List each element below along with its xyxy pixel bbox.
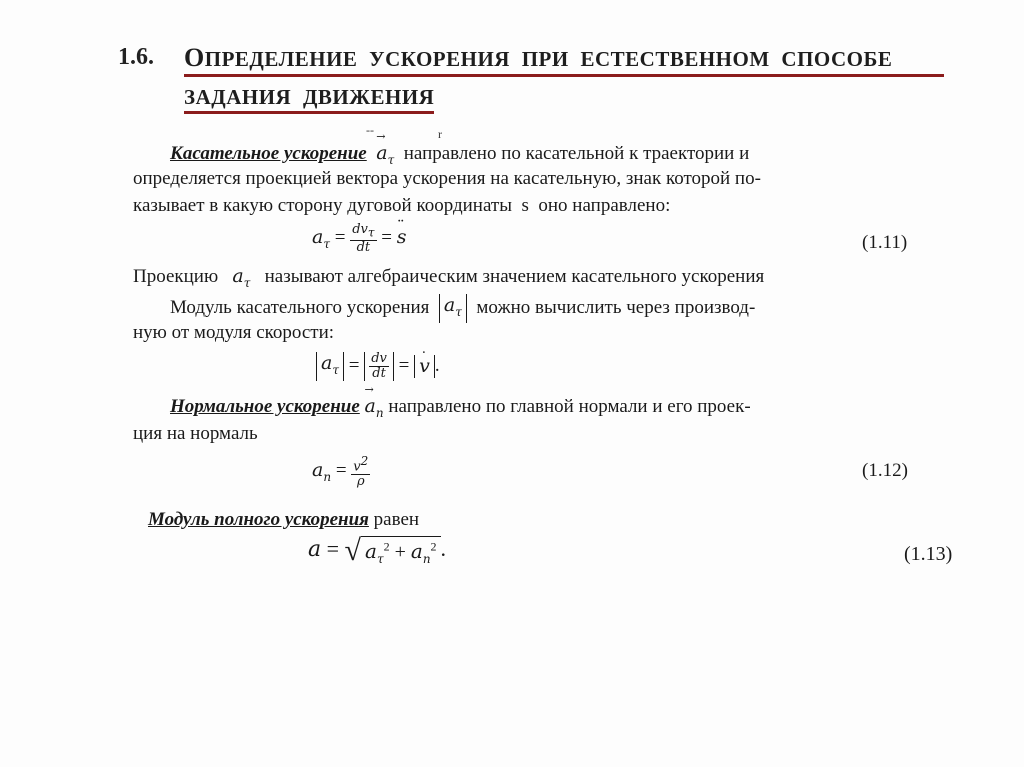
tangential-term: Касательное ускорение: [170, 143, 367, 164]
module-line1: Модуль касательного ускорения $a_\tau$ можно вычислить через производ-: [170, 294, 755, 323]
equation-number-1-13: (1.13): [904, 543, 953, 565]
full-term: Модуль полного ускорения: [148, 509, 369, 530]
equation-1-12: $a_n$ = $\frac{v^2}{\rho}$: [312, 454, 369, 490]
tangential-line2: определяется проекцией вектора ускорения на касательную, знак которой по-: [133, 168, 761, 189]
section-title-line2: ЗАДАНИЯ ДВИЖЕНИЯ: [184, 85, 434, 114]
normal-line1: Нормальное ускорение → $a_n$ направлено по главной нормали и его проек-: [170, 395, 751, 420]
full-acceleration-line: Модуль полного ускорения равен: [148, 509, 420, 530]
equation-number-1-12: (1.12): [862, 460, 908, 481]
normal-line2: ция на нормаль: [133, 423, 258, 444]
equation-1-13: a = √ $a_\tau^2 + a_n^2$ .: [308, 534, 447, 567]
equation-number-1-11: (1.11): [862, 232, 908, 253]
tangential-line3: казывает в какую сторону дуговой координаты s оно направлено:: [133, 195, 671, 216]
projection-line: Проекцию $a_\tau$ называют алгебраическим значением касательного ускорения: [133, 265, 765, 290]
vector-a-n: → a: [365, 395, 376, 417]
vector-a-tau: → a: [376, 142, 387, 164]
module-line2: ную от модуля скорости:: [133, 322, 335, 343]
section-number: 1.6.: [118, 44, 154, 70]
normal-term: Нормальное ускорение: [170, 396, 360, 417]
section-title-line1: ОПРЕДЕЛЕНИЕ УСКОРЕНИЯ ПРИ ЕСТЕСТВЕННОМ СПОСОБЕ: [184, 43, 944, 77]
stray-mark: r: [438, 127, 442, 141]
stray-mark: --: [366, 123, 374, 137]
sqrt-icon: √: [344, 534, 362, 567]
equation-1-11: $a_\tau$ = $\frac{dv_\tau}{dt}$ = ¨ s: [312, 223, 406, 255]
equation-abs-tangential: $a_\tau$ = $\frac{dv}{dt}$ = ˙ v .: [316, 352, 440, 381]
tangential-line1: Касательное ускорение → $a_\tau$ направлено по касательной к траектории и: [170, 142, 749, 167]
